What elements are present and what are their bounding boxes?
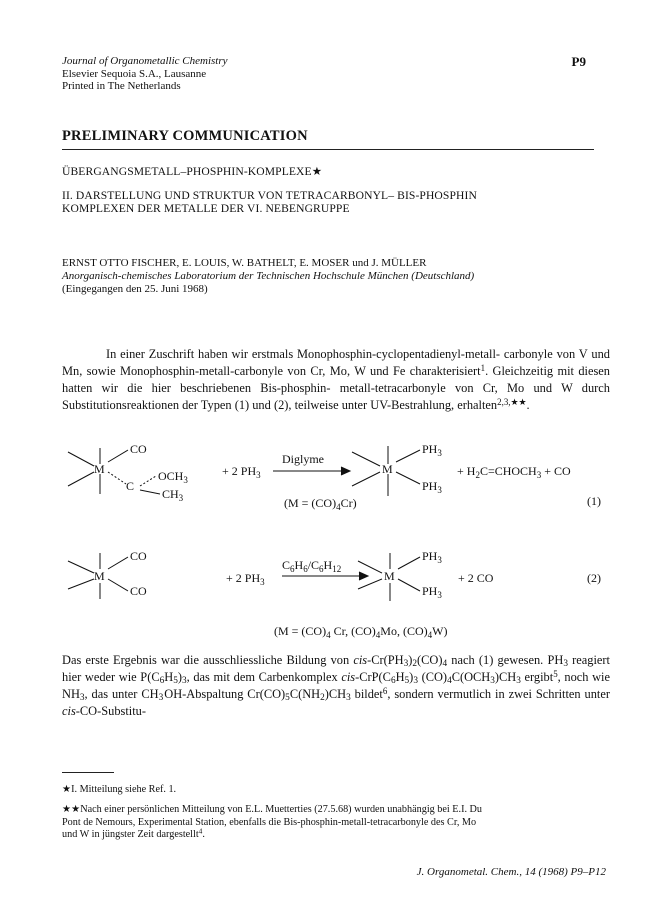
text-line: , das unter CH <box>84 687 159 701</box>
text-line: ergibt <box>520 670 554 684</box>
series-title: ÜBERGANGSMETALL–PHOSPHIN-KOMPLEXE★ <box>62 165 323 178</box>
footnote-rule <box>62 772 114 773</box>
text-line: PH <box>547 653 564 667</box>
svg-text:M: M <box>382 462 393 476</box>
svg-text:OCH3: $OCH_3$ <box>158 469 188 485</box>
reagent-label: + 2 PH <box>226 571 261 585</box>
text-line: , sondern vermutlich in zwei Schritten unter <box>387 687 610 701</box>
text-line: (CO) <box>421 670 448 684</box>
page-number: P9 <box>571 54 586 69</box>
author-block <box>62 257 474 296</box>
citation-footer: J. Organometal. Chem., 14 (1968) P9–P12 <box>416 866 606 878</box>
svg-text:(M = (CO)4Cr): $(M = (CO)_4Cr)$ <box>284 496 357 512</box>
reaction-scheme-1 <box>60 438 620 528</box>
byproduct-label: + 2 CO <box>458 571 494 585</box>
text-line: -CO-Substitu- <box>75 704 146 718</box>
text-line: reagiert hier weder wie P(C <box>62 653 610 684</box>
footnote-2: ★★Nach einer persönlichen Mitteilung von E.L. Muetterties (27.5.68) wurden unabhängig bei E.I. Du Pont de Nemours, Experimental Station, ebenfalls die Bis-phosphin-metall-tetracarbonyle des Cr, Mo und W in jüngster Zeit dargestellt$^4$. <box>62 804 607 842</box>
title-line-2: KOMPLEXEN DER METALLE DER VI. NEBENGRUPPE <box>62 201 350 215</box>
text-line: (2), teilweise unter UV-Bestrahlung, erhalten <box>273 398 498 412</box>
svg-text:CO: CO <box>130 549 147 563</box>
printed-in: Printed in The Netherlands <box>62 80 181 92</box>
equation-number: (2) <box>587 571 601 585</box>
svg-text:PH3: $PH_3$ <box>422 479 442 495</box>
publisher: Elsevier Sequoia S.A., Lausanne <box>62 67 207 80</box>
text-line: charakterisiert <box>409 364 481 378</box>
svg-text:CO: CO <box>130 442 147 456</box>
svg-text:M: M <box>94 569 105 583</box>
svg-text:PH3: $PH_3$ <box>422 549 442 565</box>
svg-text:+ H2C=CHOCH3 + CO: + $H_2C=CHOCH_3$ + CO <box>457 464 571 480</box>
svg-text:CH3: $CH_3$ <box>162 487 184 503</box>
affiliation: Anorganisch-chemisches Laboratorium der Technischen Hochschule München (Deutschland) <box>62 270 475 282</box>
svg-text:C: C <box>126 479 135 493</box>
section-heading: PRELIMINARY COMMUNICATION <box>62 128 308 144</box>
text-line: , das mit dem Carbenkomplex <box>186 670 342 684</box>
reaction-scheme-2 <box>60 545 620 645</box>
svg-text:PH3: $PH_3$ <box>422 442 442 458</box>
footnote-line: und W in jüngster Zeit dargestellt <box>62 829 199 840</box>
section-rule <box>62 149 594 150</box>
footnote-1: ★I. Mitteilung siehe Ref. 1. <box>62 784 177 795</box>
text-line: . Gleichzeitig mit diesen hatten wir die hier beschriebenen Bis-phosphin- <box>62 364 610 395</box>
text-line: metall-tetracarbonyle von Cr, Mo und W durch Substitutionsreaktionen der Typen (1) und <box>62 381 610 412</box>
text-line: , noch wie NH <box>62 670 610 701</box>
text-line: nach (1) gewesen. <box>447 653 544 667</box>
title-line-1: II. DARSTELLUNG UND STRUKTUR VON TETRACARBONYL– BIS-PHOSPHIN <box>62 189 477 202</box>
text-line: OH-Abspaltung <box>164 687 244 701</box>
condition-label: (M = (CO) <box>274 624 327 638</box>
paragraph-intro: In einer Zuschrift haben wir erstmals Monophosphin-cyclopentadienyl-metall- carbonyle von V und Mn, sowie Monophosphin-metall-carbonyle von Cr, Mo, W und Fe charakterisiert$^1$. Gleichzeitig mit diesen hatten wir die hier beschriebenen Bis-phosphin- metall-tetracarbonyle von Cr, Mo und W durch Substitutionsreaktionen der Typen (1) und (2), teilweise unter UV-Bestrahlung, erhalten$^{2,3,★★}$. <box>62 347 610 412</box>
footnote-line: Pont de Nemours, Experimental Station, ebenfalls die Bis-phosphin-metall-tetracarbonyle des Cr, Mo <box>62 816 477 828</box>
journal-header <box>62 55 228 93</box>
svg-text:+ 2 PH3: + 2 $PH_3$ <box>226 571 265 587</box>
received-date: (Eingegangen den 25. Juni 1968) <box>62 283 208 295</box>
metal-symbol: M <box>94 462 105 476</box>
reagent-label: + 2 PH <box>222 464 257 478</box>
arrow-label: Diglyme <box>282 452 324 466</box>
svg-text:M: M <box>384 569 395 583</box>
svg-text:(M = (CO)4 Cr, (CO)4Mo, (CO)4W: ($M = (CO)_4$ Cr, $(CO)_4Mo$, $(CO)_4W$) <box>274 624 448 640</box>
authors: ERNST OTTO FISCHER, E. LOUIS, W. BATHELT, E. MOSER und J. MÜLLER <box>62 257 427 269</box>
journal-name: Journal of Organometallic Chemistry <box>62 55 228 67</box>
text-line: In einer Zuschrift haben wir erstmals Monophosphin-cyclopentadienyl-metall- <box>106 347 501 361</box>
svg-text:C6H6/C6H12: $C_6H_6/C_6H_{12}$ <box>282 558 342 574</box>
byproduct-label: + H <box>457 464 476 478</box>
text-line: carbonyle von V und Mn, sowie Monophosphin-metall-carbonyle von Cr, Mo, W und Fe <box>62 347 610 378</box>
equation-number: (1) <box>587 494 601 508</box>
svg-text:PH3: $PH_3$ <box>422 584 442 600</box>
text-line: bildet <box>350 687 383 701</box>
paragraph-results: Das erste Ergebnis war die ausschliessliche Bildung von cis-$Cr(PH_3)_2(CO)_4$ nach (1) gewesen. $PH_3$ reagiert hier weder wie $P(C_6H_5)_3$, das mit dem Carbenkomplex cis-$CrP(C_6H_5)_3$ $(CO)_4C(OCH_3)CH_3$ ergibt$^5$, noch wie $NH_3$, das unter $CH_3$ OH-Abspaltung $Cr(CO)_5C(NH_2)CH_3$ bildet$^6$, sondern vermutlich in zwei Schritten unter cis-CO-Substitu- <box>62 653 610 718</box>
paper-title <box>62 190 477 215</box>
svg-text:CO: CO <box>130 584 147 598</box>
footnote-line: ★★Nach einer persönlichen Mitteilung von E.L. Muetterties (27.5.68) wurden unabhängig bei E.I. Du <box>62 804 483 815</box>
text-line: . <box>526 398 530 412</box>
condition-label: (M = (CO) <box>284 496 337 510</box>
svg-text:+ 2 PH3: + 2 $PH_3$ <box>222 464 261 480</box>
text-line: Das erste Ergebnis war die ausschliessliche Bildung von <box>62 653 354 667</box>
